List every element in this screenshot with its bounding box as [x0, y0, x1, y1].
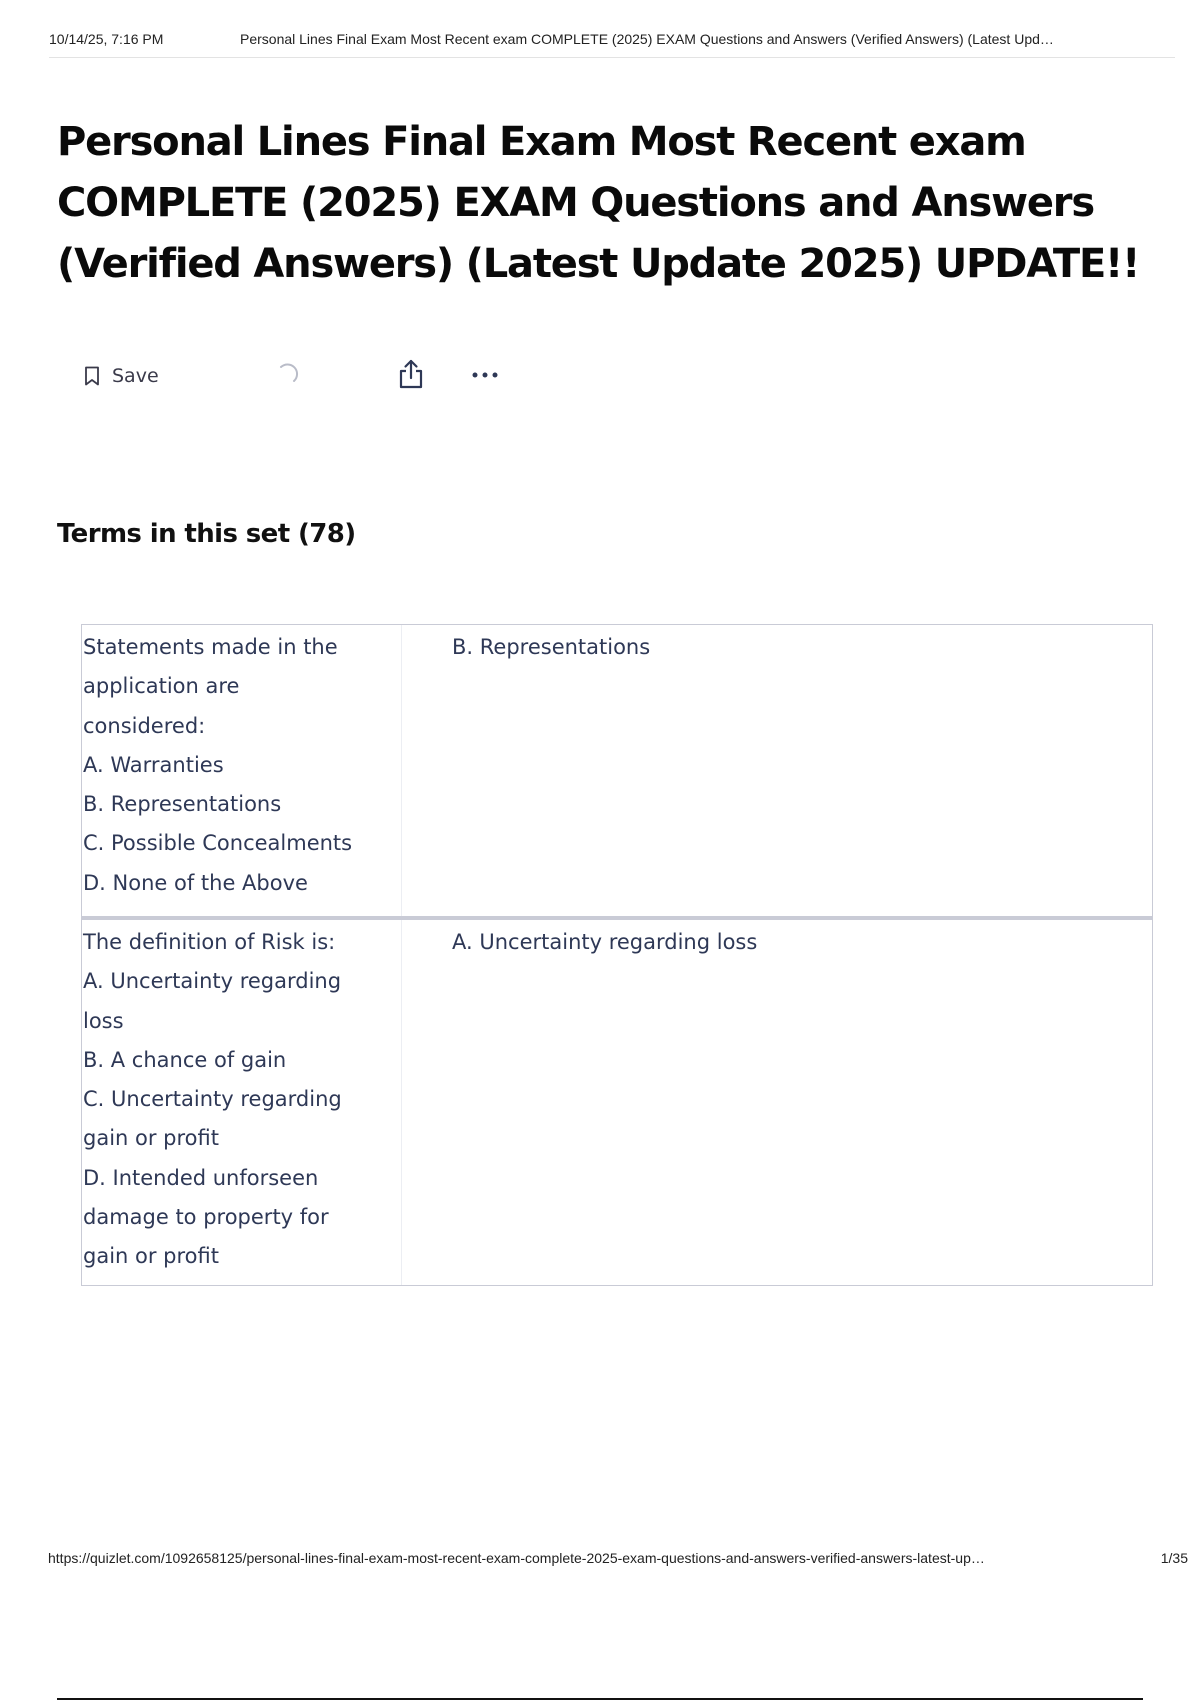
spinner-icon — [275, 362, 301, 388]
header-divider — [49, 57, 1175, 58]
terms-count-heading: Terms in this set (78) — [57, 519, 356, 549]
print-footer — [48, 1550, 1188, 1572]
term-row — [81, 917, 1153, 1286]
term-row — [81, 624, 1153, 917]
terms-table — [81, 624, 1153, 1286]
print-date: 10/14/25, 7:16 PM — [49, 31, 164, 47]
page-title: Personal Lines Final Exam Most Recent exam COMPLETE (2025) EXAM Questions and Answers (Verified Answers) (Latest Update 2025) UPDATE!! — [57, 119, 1140, 287]
definition-text: A. Uncertainty regarding loss — [452, 930, 758, 954]
set-toolbar — [84, 358, 524, 394]
print-document-title: Personal Lines Final Exam Most Recent exam COMPLETE (2025) EXAM Questions and Answers (Verified Answers) (Latest Upd… — [240, 31, 1054, 47]
term-text: The definition of Risk is: A. Uncertainty regarding loss B. A chance of gain C. Uncertainty regarding gain or profit D. Intended unforseen damage to property for gain or profit — [82, 920, 402, 1285]
definition-text: B. Representations — [452, 635, 651, 659]
save-button[interactable] — [84, 358, 159, 394]
page-url: https://quizlet.com/1092658125/personal-lines-final-exam-most-recent-exam-complete-2025-exam-questions-and-answers-verified-answers-latest-up… — [48, 1550, 985, 1566]
page-number: 1/35 — [1160, 1550, 1188, 1566]
term-text: Statements made in the application are considered: A. Warranties B. Representations C. Possible Concealments D. None of the Above — [82, 625, 402, 916]
share-icon[interactable] — [397, 358, 425, 390]
bookmark-icon — [84, 366, 100, 386]
print-header — [49, 29, 1175, 59]
more-icon[interactable] — [470, 362, 502, 388]
save-label: Save — [112, 365, 159, 387]
